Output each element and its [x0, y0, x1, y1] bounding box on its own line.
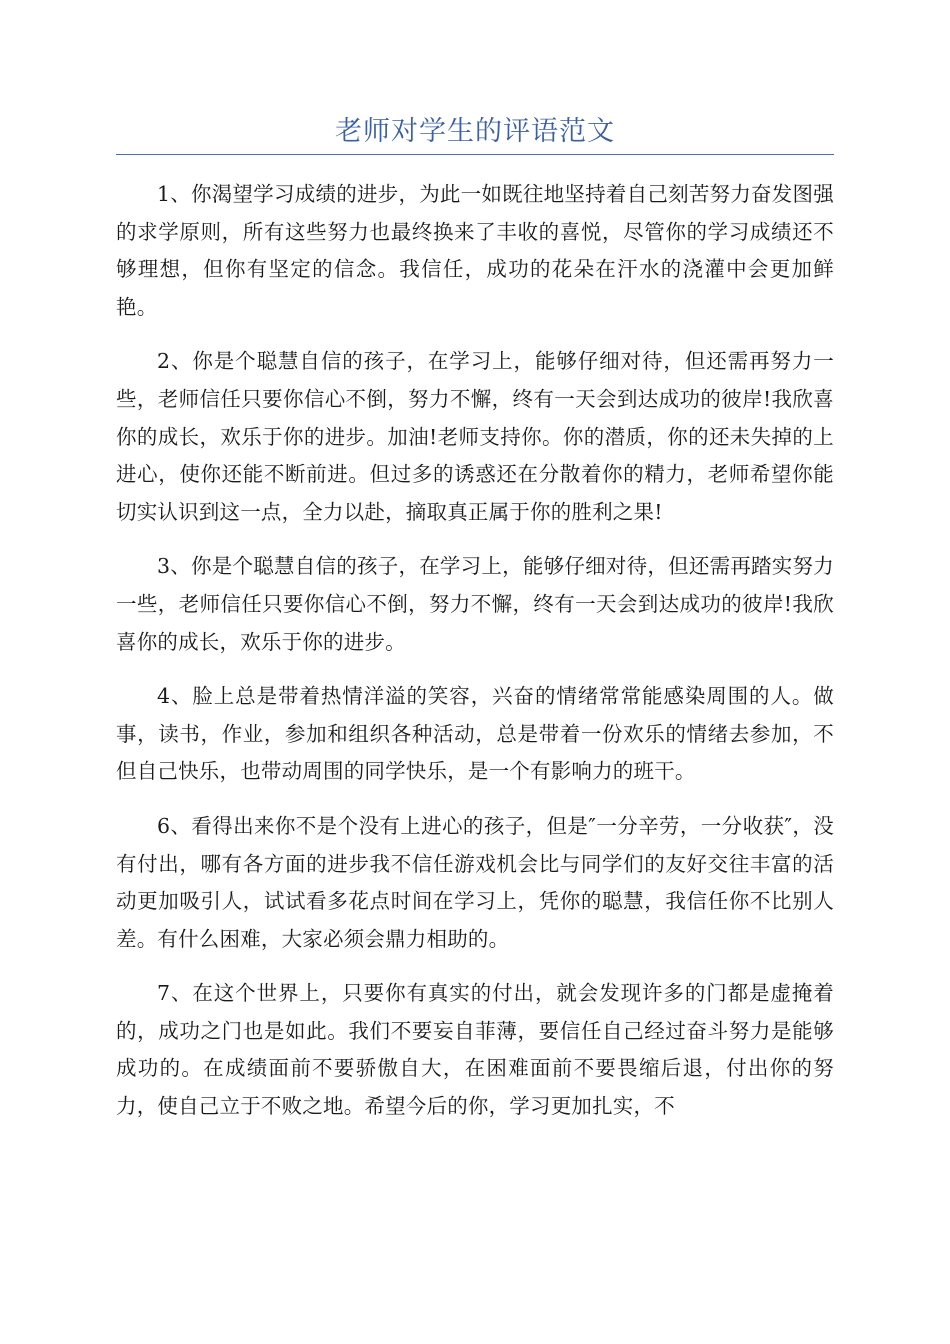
- paragraph-2: 2、你是个聪慧自信的孩子，在学习上，能够仔细对待，但还需再努力一些，老师信任只要你信心不倒，努力不懈，终有一天会到达成功的彼岸!我欣喜你的成长，欢乐于你的进步。加油!老师支持你。你的潜质，你的还未失掉的上进心，使你还能不断前进。但过多的诱惑还在分散着你的精力，老师希望你能切实认识到这一点，全力以赴，摘取真正属于你的胜利之果!: [116, 349, 834, 524]
- paragraph-6: 6、看得出来你不是个没有上进心的孩子，但是″一分辛劳，一分收获″，没有付出，哪有各方面的进步我不信任游戏机会比与同学们的友好交往丰富的活动更加吸引人，试试看多花点时间在学习上，凭你的聪慧，我信任你不比别人差。有什么困难，大家必须会鼎力相助的。: [116, 813, 834, 951]
- paragraph-1: 1、你渴望学习成绩的进步，为此一如既往地坚持着自己刻苦努力奋发图强的求学原则，所有这些努力也最终换来了丰收的喜悦，尽管你的学习成绩还不够理想，但你有坚定的信念。我信任，成功的花朵在汗水的浇灌中会更加鲜艳。: [116, 182, 834, 319]
- paragraph-4: 4、脸上总是带着热情洋溢的笑容，兴奋的情绪常常能感染周围的人。做事，读书，作业，参加和组织各种活动，总是带着一份欢乐的情绪去参加，不但自己快乐，也带动周围的同学快乐，是一个有影响力的班干。: [116, 684, 834, 784]
- paragraph-3: 3、你是个聪慧自信的孩子，在学习上，能够仔细对待，但还需再踏实努力一些，老师信任只要你信心不倒，努力不懈，终有一天会到达成功的彼岸!我欣喜你的成长，欢乐于你的进步。: [116, 554, 834, 654]
- paragraph-7: 7、在这个世界上，只要你有真实的付出，就会发现许多的门都是虚掩着的，成功之门也是如此。我们不要妄自菲薄，要信任自己经过奋斗努力是能够成功的。在成绩面前不要骄傲自大，在困难面前不要畏缩后退，付出你的努力，使自己立于不败之地。希望今后的你，学习更加扎实，不: [116, 981, 834, 1119]
- document-title: 老师对学生的评语范文: [335, 116, 615, 147]
- document-body: [116, 176, 834, 1143]
- title-underline: [116, 154, 834, 155]
